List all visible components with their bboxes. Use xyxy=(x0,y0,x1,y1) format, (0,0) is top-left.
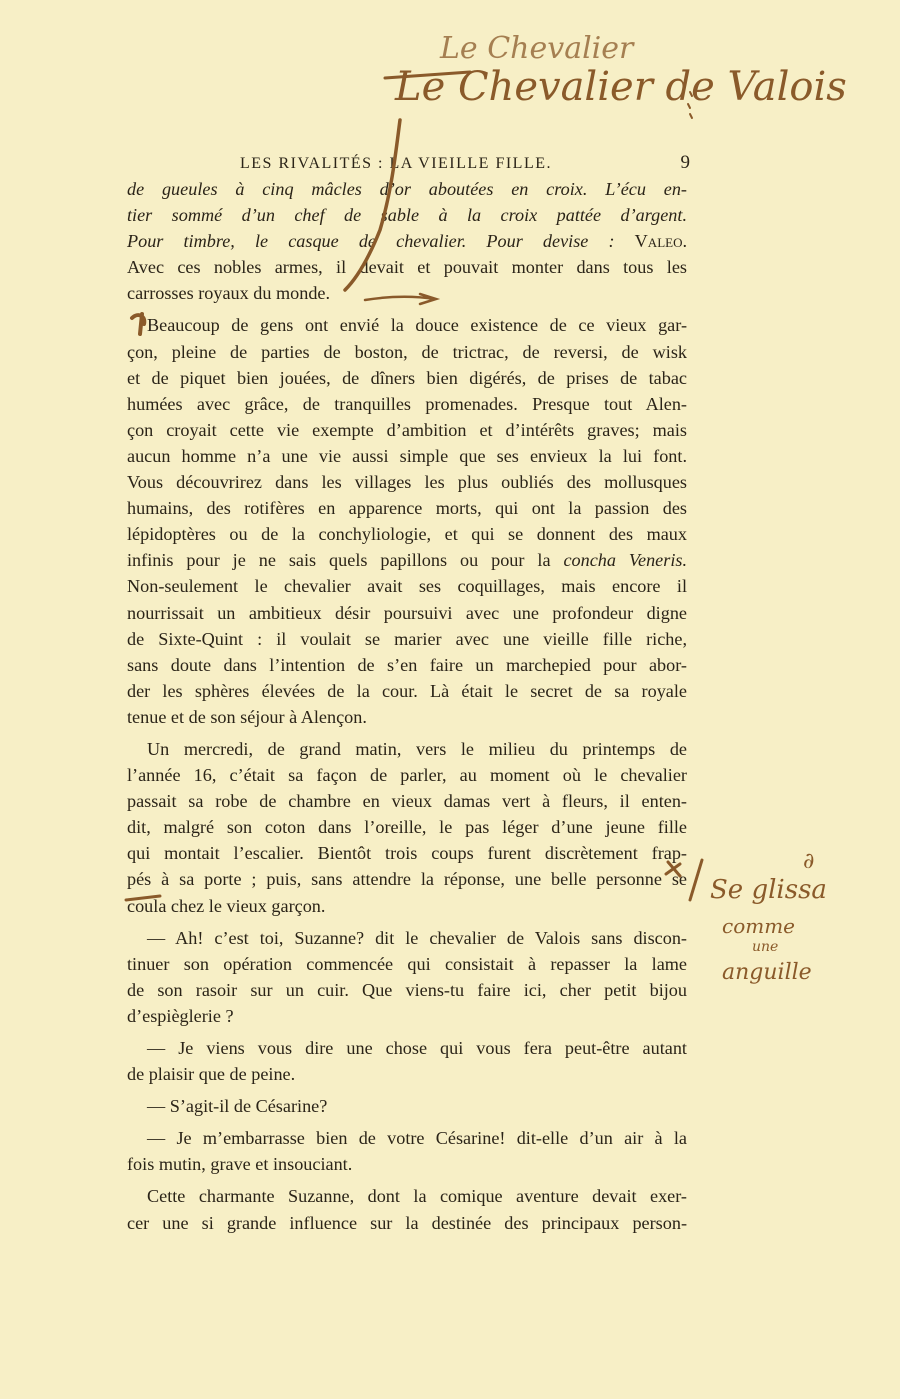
paragraph-6 xyxy=(127,1093,687,1119)
text-line: cer une si grande influence sur la destinée des principaux person- xyxy=(127,1212,687,1233)
text-span: Pour timbre, le casque de chevalier. Pour devise : xyxy=(127,231,615,252)
text-line: humées avec grâce, de tranquilles promenades. Presque tout Alen- xyxy=(127,393,687,414)
text-line: sans doute dans l’intention de s’en faire un marchepied pour abor- xyxy=(127,654,687,675)
margin-note-line: Se glissa xyxy=(710,875,827,905)
top-note-struck: Le Chevalier xyxy=(440,31,634,66)
text-line: et de piquet bien jouées, de dîners bien digérés, de prises de tabac xyxy=(127,367,687,388)
text-line: der les sphères élevées de la cour. Là était le secret de sa royale xyxy=(127,680,687,701)
text-line: tier sommé d’un chef de sable à la croix pattée d’argent. xyxy=(127,205,687,226)
text-line: d’espièglerie ? xyxy=(127,1005,234,1026)
text-line: de gueules à cinq mâcles d’or aboutées en croix. L’écu en- xyxy=(127,179,687,199)
text-line: çon, pleine de parties de boston, de trictrac, de reversi, de wisk xyxy=(127,341,687,362)
text-line: pés à sa porte ; puis, sans attendre la réponse, une belle personne se xyxy=(127,869,687,890)
text-line: — S’agit-il de Césarine? xyxy=(147,1096,328,1117)
body-text xyxy=(127,176,687,1236)
text-line: Beaucoup de gens ont envié la douce existence de ce vieux gar- xyxy=(147,315,687,336)
running-title: LES RIVALITÉS : LA VIEILLE FILLE. xyxy=(240,155,552,172)
text-line: qui montait l’escalier. Bientôt trois coups furent discrètement frap- xyxy=(127,843,687,864)
text-line: nourrissait un ambitieux désir poursuivi avec une profondeur digne xyxy=(127,602,687,623)
text-line: Cette charmante Suzanne, dont la comique aventure devait exer- xyxy=(147,1186,687,1207)
text-span: concha Veneris. xyxy=(563,550,688,571)
strike-mark xyxy=(385,72,470,78)
paragraph-3 xyxy=(127,736,687,919)
text-line: Vous découvrirez dans les villages les plus oubliés des mollusques xyxy=(127,472,687,493)
device-word: Valeo. xyxy=(634,231,688,252)
text-line: tenue et de son séjour à Alençon. xyxy=(127,706,367,727)
text-line: passait sa robe de chambre en vieux damas vert à fleurs, il enten- xyxy=(127,791,687,812)
text-line: aucun homme n’a une vie aussi simple que ses envieux la lui font. xyxy=(127,445,687,466)
margin-note-line: anguille xyxy=(722,960,812,985)
text-line xyxy=(127,547,687,573)
text-line: Un mercredi, de grand matin, vers le milieu du printemps de xyxy=(147,738,687,759)
text-line: — Je viens vous dire une chose qui vous fera peut-être autant xyxy=(147,1038,687,1058)
paragraph-1 xyxy=(127,176,687,306)
margin-note-line: comme xyxy=(722,914,796,938)
paragraph-4 xyxy=(127,925,687,1029)
text-span: infinis pour je ne sais quels papillons ou pour la xyxy=(127,550,551,571)
text-line: de son rasoir sur un cuir. Que viens-tu faire ici, cher petit bijou xyxy=(127,979,687,1000)
insertion-mark xyxy=(688,92,692,118)
text-line: — Ah! c’est toi, Suzanne? dit le chevalier de Valois sans discon- xyxy=(147,927,687,948)
text-line: de plaisir que de peine. xyxy=(127,1064,296,1085)
margin-note-line: une xyxy=(752,939,779,955)
text-line: de Sixte-Quint : il voulait se marier avec une vieille fille riche, xyxy=(127,628,687,649)
text-line: dit, malgré son coton dans l’oreille, le pas léger d’une jeune fille xyxy=(127,817,687,838)
text-line: — Je m’embarrasse bien de votre Césarine! dit-elle d’un air à la xyxy=(147,1128,687,1149)
margin-slash xyxy=(690,860,702,900)
text-line: coula chez le vieux garçon. xyxy=(127,895,326,916)
paragraph-7 xyxy=(127,1125,687,1177)
margin-mark: ∂ xyxy=(803,849,815,874)
paragraph-2 xyxy=(127,312,687,730)
paragraph-8 xyxy=(127,1183,687,1235)
running-header xyxy=(240,152,690,174)
text-line: lépidoptères ou de la conchyliologie, et qui se donnent des maux xyxy=(127,524,687,545)
text-line: çon croyait cette vie exempte d’ambition et d’intérêts graves; mais xyxy=(127,419,687,440)
text-line: fois mutin, grave et insouciant. xyxy=(127,1154,353,1175)
paragraph-5 xyxy=(127,1035,687,1087)
text-line: l’année 16, c’était sa façon de parler, au moment où le chevalier xyxy=(127,765,687,786)
text-line xyxy=(127,228,687,254)
text-line: humains, des rotifères en apparence morts, qui ont la passion des xyxy=(127,498,687,519)
page-number: 9 xyxy=(680,152,690,173)
text-line: tinuer son opération commencée qui consistait à repasser la lame xyxy=(127,953,687,974)
text-line: Avec ces nobles armes, il devait et pouvait monter dans tous les xyxy=(127,257,687,278)
text-line: Non-seulement le chevalier avait ses coquillages, mais encore il xyxy=(127,576,687,597)
top-note: Le Chevalier de Valois xyxy=(395,64,847,110)
text-line: carrosses royaux du monde. xyxy=(127,283,331,304)
